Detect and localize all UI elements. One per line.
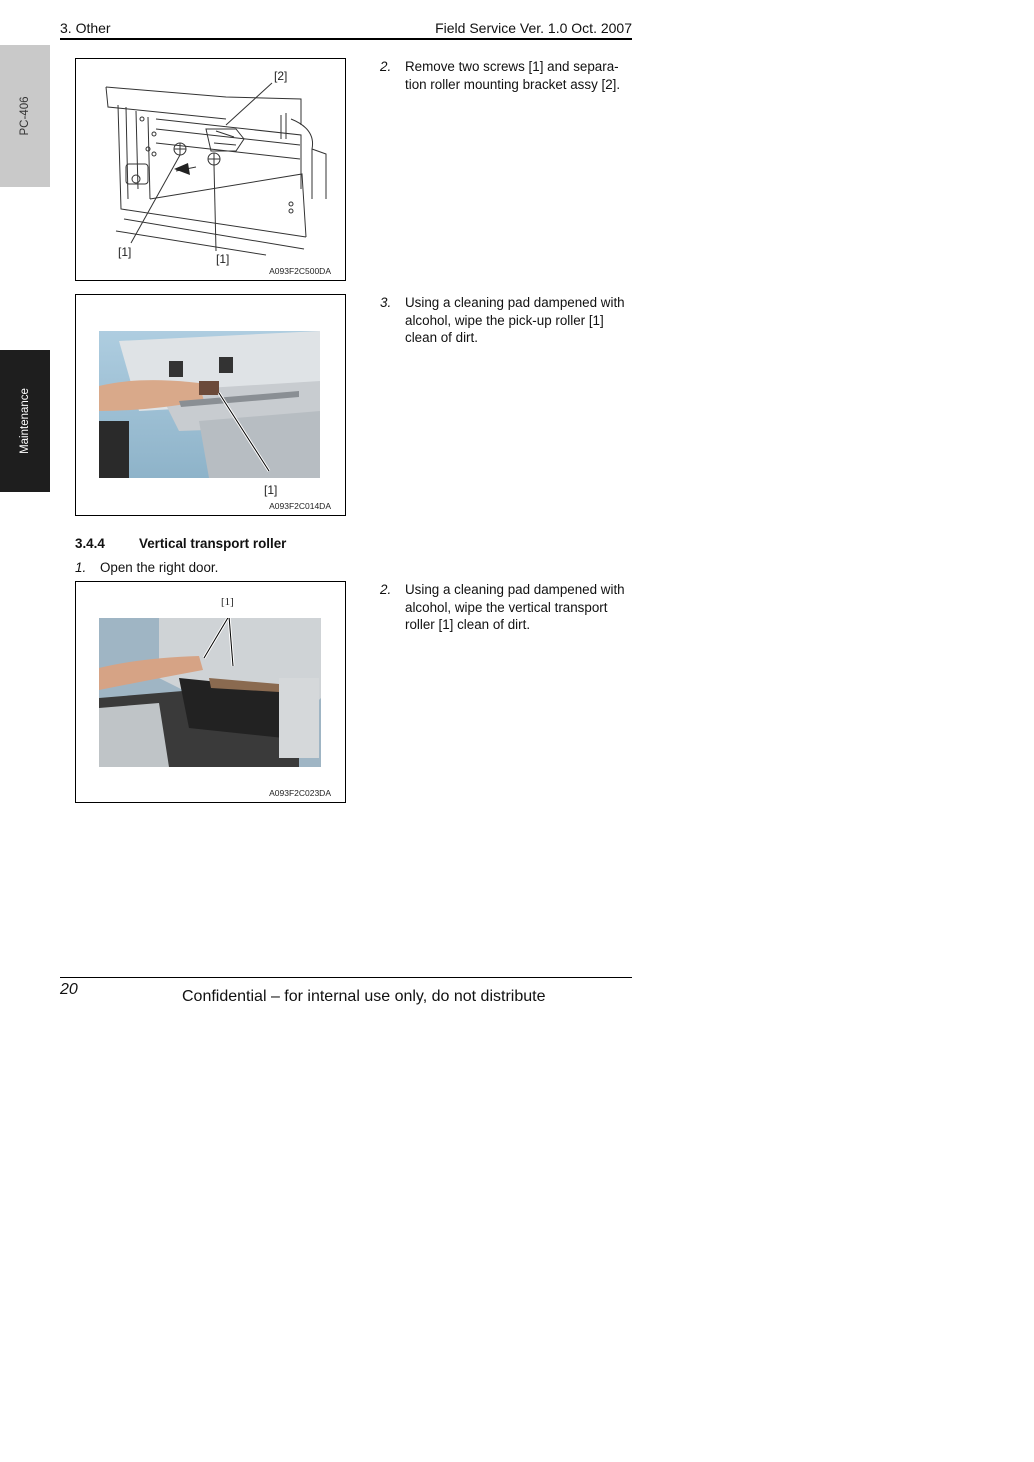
side-tab-chapter [0, 350, 50, 492]
figure-code: A093F2C014DA [269, 501, 331, 511]
header-doc-label: Field Service Ver. 1.0 Oct. 2007 [435, 20, 632, 36]
callout-screw-b: [1] [216, 252, 230, 266]
header-section-label: 3. Other [60, 20, 111, 36]
step-number: 3. [380, 295, 392, 310]
step-text: Using a cleaning pad dampened with alcohol, wipe the vertical transport roller [1] clean of dirt. [405, 582, 625, 632]
section-title: Vertical transport roller [139, 536, 287, 551]
step-text: Using a cleaning pad dampened with alcohol, wipe the pick-up roller [1] clean of dirt. [405, 295, 625, 345]
footer-rule [60, 977, 632, 978]
figure-3-vertical-roller-photo [75, 581, 346, 803]
header-rule [60, 38, 632, 40]
pickup-roller-photo [99, 331, 320, 478]
step-number: 1. [75, 560, 87, 575]
confidential-notice: Confidential – for internal use only, do not distribute [182, 988, 546, 1005]
side-tab-product [0, 45, 50, 187]
step-text: Remove two screws [1] and separa-tion roller mounting bracket assy [2]. [405, 59, 621, 92]
figure-code: A093F2C023DA [269, 788, 331, 798]
page-number: 20 [60, 981, 78, 998]
figure-code: A093F2C500DA [269, 266, 331, 276]
bracket-line-drawing [76, 59, 345, 280]
callout-vertical-roller: [1] [221, 596, 234, 608]
figure-2-pickup-roller-photo [75, 294, 346, 516]
side-tab-chapter-label: Maintenance [19, 388, 31, 454]
callout-bracket: [2] [274, 69, 288, 83]
step-number: 2. [380, 582, 392, 597]
side-tab-product-label: PC-406 [19, 96, 31, 136]
figure-1-bracket-drawing [75, 58, 346, 281]
callout-screw-a: [1] [118, 245, 132, 259]
section-number: 3.4.4 [75, 536, 105, 551]
step-number: 2. [380, 59, 392, 74]
vertical-roller-photo [99, 618, 321, 767]
callout-pickup-roller: [1] [264, 483, 278, 497]
step-open-right-door [75, 560, 218, 575]
step-text: Open the right door. [100, 560, 219, 575]
